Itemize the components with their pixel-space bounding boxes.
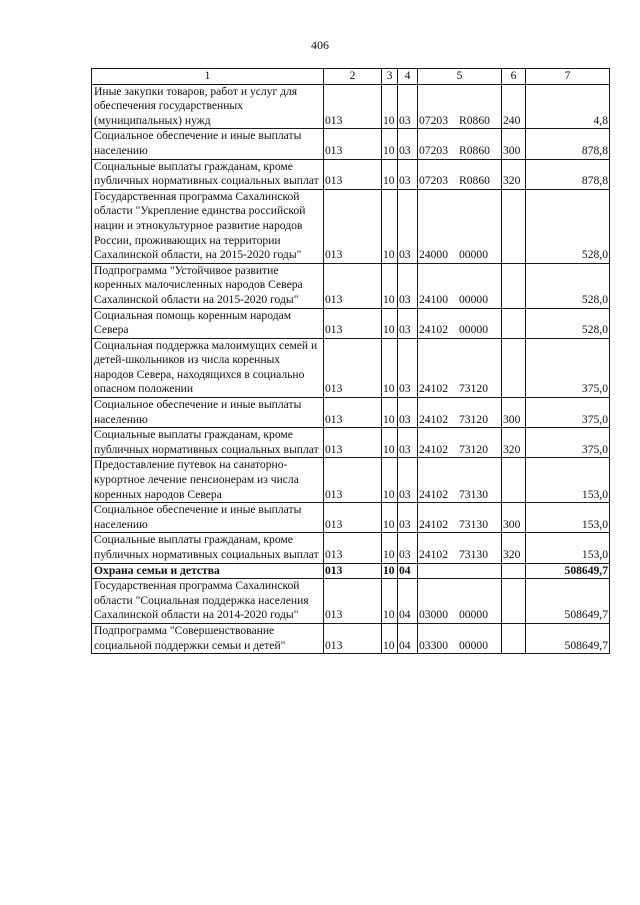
row-section: 10 [382, 338, 398, 397]
row-amount: 4,8 [526, 84, 610, 129]
row-name: Социальное обеспечение и иные выплаты населению [92, 129, 324, 159]
table-body [92, 69, 610, 654]
row-ministry-code: 013 [324, 458, 382, 503]
row-expense-type: 320 [502, 533, 526, 563]
row-ministry-code: 013 [324, 129, 382, 159]
table-row [92, 623, 610, 653]
row-section: 10 [382, 563, 398, 579]
row-target-article-direction: 00000 [459, 638, 488, 652]
row-amount: 153,0 [526, 458, 610, 503]
row-section: 10 [382, 579, 398, 624]
table-row [92, 84, 610, 129]
row-ministry-code: 013 [324, 338, 382, 397]
row-expense-type [502, 308, 526, 338]
row-ministry-code: 013 [324, 563, 382, 579]
row-target-article [418, 308, 502, 338]
row-expense-type: 320 [502, 428, 526, 458]
row-target-article-direction: R0860 [459, 174, 490, 188]
row-amount: 508649,7 [526, 579, 610, 624]
row-amount: 878,8 [526, 159, 610, 189]
row-subsection: 03 [398, 338, 418, 397]
row-subsection: 03 [398, 398, 418, 428]
row-target-article-direction: 00000 [459, 323, 488, 337]
header-cell-1: 1 [92, 69, 324, 85]
table-row [92, 129, 610, 159]
row-expense-type: 300 [502, 398, 526, 428]
row-target-article-direction: 73120 [459, 442, 488, 456]
row-section: 10 [382, 623, 398, 653]
row-amount: 508649,7 [526, 623, 610, 653]
header-row [92, 69, 610, 85]
row-target-article [418, 428, 502, 458]
page-number: 406 [311, 38, 329, 52]
row-ministry-code: 013 [324, 533, 382, 563]
row-ministry-code: 013 [324, 623, 382, 653]
row-expense-type: 300 [502, 129, 526, 159]
row-amount: 878,8 [526, 129, 610, 159]
row-target-article-program: 24102 [419, 412, 448, 426]
budget-table [91, 68, 610, 654]
row-amount: 528,0 [526, 263, 610, 308]
row-amount: 375,0 [526, 338, 610, 397]
row-target-article-program: 07203 [419, 143, 448, 157]
row-target-article-direction: R0860 [459, 113, 490, 127]
row-target-article [418, 338, 502, 397]
row-target-article [418, 129, 502, 159]
header-cell-7: 7 [526, 69, 610, 85]
row-amount: 153,0 [526, 533, 610, 563]
table-row [92, 159, 610, 189]
row-target-article [418, 533, 502, 563]
row-target-article [418, 623, 502, 653]
row-expense-type [502, 263, 526, 308]
table-row [92, 458, 610, 503]
row-ministry-code: 013 [324, 263, 382, 308]
row-target-article-program: 24102 [419, 323, 448, 337]
row-section: 10 [382, 428, 398, 458]
row-name: Социальная помощь коренным народам Севера [92, 308, 324, 338]
row-expense-type [502, 579, 526, 624]
row-section: 10 [382, 398, 398, 428]
row-subsection: 03 [398, 129, 418, 159]
table-row [92, 338, 610, 397]
row-amount: 528,0 [526, 189, 610, 263]
row-subsection: 03 [398, 458, 418, 503]
row-subsection: 03 [398, 533, 418, 563]
header-cell-6: 6 [502, 69, 526, 85]
row-amount: 508649,7 [526, 563, 610, 579]
table-row [92, 503, 610, 533]
row-subsection: 03 [398, 84, 418, 129]
row-target-article-program: 03300 [419, 638, 448, 652]
row-target-article-direction: 00000 [459, 248, 488, 262]
table-row [92, 579, 610, 624]
table-row [92, 263, 610, 308]
row-amount: 375,0 [526, 428, 610, 458]
row-section: 10 [382, 189, 398, 263]
row-expense-type [502, 189, 526, 263]
table-row [92, 398, 610, 428]
row-name: Предоставление путевок на санаторно-курортное лечение пенсионерам из числа коренных народов Севера [92, 458, 324, 503]
row-subsection: 03 [398, 308, 418, 338]
row-name: Подпрограмма "Совершенствование социальной поддержки семьи и детей" [92, 623, 324, 653]
row-target-article-program: 24102 [419, 548, 448, 561]
row-section: 10 [382, 159, 398, 189]
row-expense-type [502, 458, 526, 503]
row-subsection: 04 [398, 579, 418, 624]
row-target-article [418, 563, 502, 579]
row-name: Социальные выплаты гражданам, кроме публичных нормативных социальных выплат [92, 159, 324, 189]
header-cell-3: 3 [382, 69, 398, 85]
row-expense-type: 320 [502, 159, 526, 189]
table-row [92, 563, 610, 579]
table-row [92, 189, 610, 263]
row-target-article-program: 24000 [419, 248, 448, 262]
header-cell-4: 4 [398, 69, 418, 85]
row-ministry-code: 013 [324, 84, 382, 129]
row-section: 10 [382, 263, 398, 308]
row-ministry-code: 013 [324, 503, 382, 533]
row-ministry-code: 013 [324, 159, 382, 189]
row-name: Социальные выплаты гражданам, кроме публичных нормативных социальных выплат [92, 533, 324, 563]
row-subsection: 03 [398, 263, 418, 308]
row-target-article-program: 24102 [419, 487, 448, 501]
row-section: 10 [382, 503, 398, 533]
row-target-article [418, 458, 502, 503]
row-target-article-direction: 73130 [459, 487, 488, 501]
row-ministry-code: 013 [324, 579, 382, 624]
row-target-article [418, 398, 502, 428]
row-subsection: 03 [398, 503, 418, 533]
row-section: 10 [382, 308, 398, 338]
row-target-article-direction: 73130 [459, 517, 488, 531]
row-name: Социальное обеспечение и иные выплаты населению [92, 503, 324, 533]
row-subsection: 03 [398, 159, 418, 189]
row-target-article-program: 24102 [419, 517, 448, 531]
row-target-article [418, 579, 502, 624]
row-target-article [418, 503, 502, 533]
row-subsection: 04 [398, 563, 418, 579]
row-target-article-program: 24102 [419, 442, 448, 456]
row-section: 10 [382, 458, 398, 503]
row-target-article [418, 84, 502, 129]
row-target-article-direction: 73120 [459, 412, 488, 426]
row-section: 10 [382, 533, 398, 563]
row-target-article-direction: 73130 [459, 548, 488, 561]
row-target-article-direction: 00000 [459, 292, 488, 306]
row-name: Социальная поддержка малоимущих семей и детей-школьников из числа коренных народов Севера, находящихся в социально опасном положении [92, 338, 324, 397]
row-name: Социальные выплаты гражданам, кроме публичных нормативных социальных выплат [92, 428, 324, 458]
row-name: Государственная программа Сахалинской области "Социальная поддержка населения Сахалинской области на 2014-2020 годы" [92, 579, 324, 624]
row-name: Иные закупки товаров, работ и услуг для обеспечения государственных (муниципальных) нужд [92, 84, 324, 129]
row-section: 10 [382, 129, 398, 159]
row-target-article-program: 07203 [419, 113, 448, 127]
row-name: Государственная программа Сахалинской области "Укрепление единства российской нации и этнокультурное развитие народов России, проживающих на территории Сахалинской области, на 2015-2020 годы" [92, 189, 324, 263]
row-name: Охрана семьи и детства [92, 563, 324, 579]
row-expense-type [502, 563, 526, 579]
row-name: Социальное обеспечение и иные выплаты населению [92, 398, 324, 428]
table-row [92, 428, 610, 458]
row-amount: 528,0 [526, 308, 610, 338]
row-expense-type [502, 338, 526, 397]
row-target-article [418, 263, 502, 308]
row-ministry-code: 013 [324, 308, 382, 338]
row-target-article-program: 03000 [419, 608, 448, 622]
row-ministry-code: 013 [324, 189, 382, 263]
row-subsection: 03 [398, 189, 418, 263]
row-target-article-program: 24100 [419, 292, 448, 306]
header-cell-5: 5 [418, 69, 502, 85]
row-name: Подпрограмма "Устойчивое развитие коренных малочисленных народов Севера Сахалинской области на 2015-2020 годы" [92, 263, 324, 308]
row-section: 10 [382, 84, 398, 129]
row-expense-type: 300 [502, 503, 526, 533]
row-target-article [418, 189, 502, 263]
row-target-article-direction: R0860 [459, 143, 490, 157]
row-expense-type: 240 [502, 84, 526, 129]
row-subsection: 04 [398, 623, 418, 653]
row-expense-type [502, 623, 526, 653]
row-target-article [418, 159, 502, 189]
row-target-article-program: 07203 [419, 174, 448, 188]
row-target-article-direction: 73120 [459, 382, 488, 396]
row-ministry-code: 013 [324, 428, 382, 458]
row-ministry-code: 013 [324, 398, 382, 428]
table-row [92, 533, 610, 563]
row-target-article-direction: 00000 [459, 608, 488, 622]
header-cell-2: 2 [324, 69, 382, 85]
row-amount: 153,0 [526, 503, 610, 533]
table-row [92, 308, 610, 338]
row-amount: 375,0 [526, 398, 610, 428]
row-subsection: 03 [398, 428, 418, 458]
row-target-article-program: 24102 [419, 382, 448, 396]
